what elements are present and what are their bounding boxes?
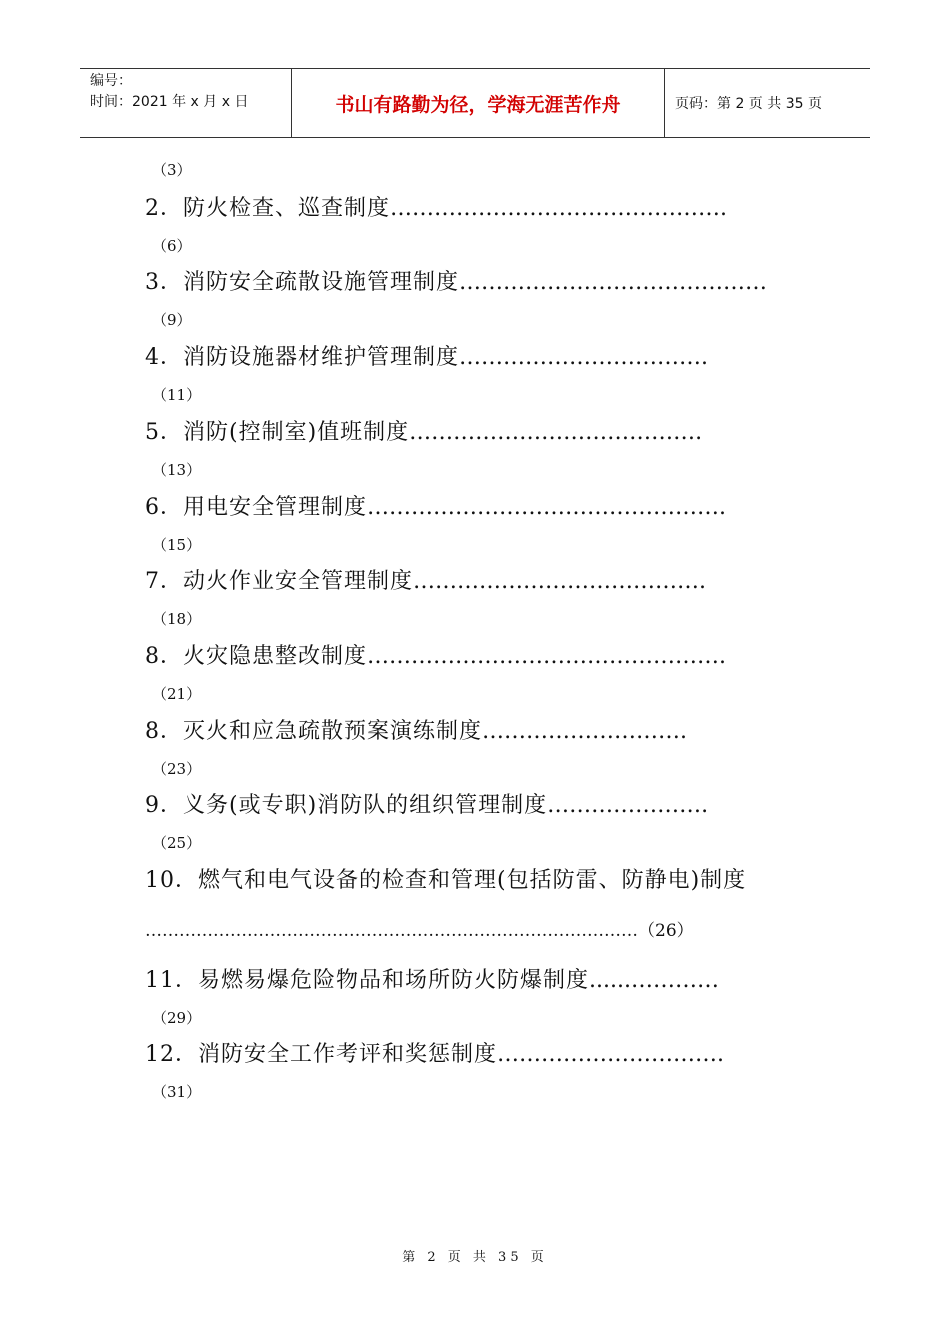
toc-page-number: （31） [152,1083,202,1101]
toc-page-number: （21） [152,685,202,703]
toc-entry-continuation: ……………………………………………………………………………（26） [145,921,694,941]
toc-page-number: （11） [152,386,202,404]
time-label: 时间：2021 年 x 月 x 日 [90,94,249,110]
toc-page-number: （23） [152,760,202,778]
header-page-info: 页码：第 2 页 共 35 页 [675,96,822,112]
toc-entry: 8．火灾隐患整改制度…………………………………………. [145,644,726,669]
toc-entry: 9．义务(或专职)消防队的组织管理制度…………………. [145,793,709,818]
toc-page-number: （29） [152,1009,202,1027]
toc-entry: 7．动火作业安全管理制度…………………………………. [145,569,706,594]
toc-entry: 2．防火检查、巡查制度………………………………………. [145,196,727,221]
header-motto: 书山有路勤为径，学海无涯苦作舟 [292,69,665,137]
toc-page-number: （3） [152,161,192,179]
toc-page-number: （25） [152,834,202,852]
header-meta-cell [80,69,292,137]
toc-entry: 5．消防(控制室)值班制度…………………………………. [145,420,703,445]
toc-entry: 6．用电安全管理制度…………………………………………. [145,495,726,520]
header-table [80,68,870,138]
toc-page-number: （18） [152,610,202,628]
toc-page-number: （6） [152,237,192,255]
toc-page-number: （15） [152,536,202,554]
toc-entry: 4．消防设施器材维护管理制度……………………………. [145,345,708,370]
toc-entry: 8．灭火和应急疏散预案演练制度………………………. [145,719,687,744]
toc-page-number: （9） [152,311,192,329]
toc-entry: 12．消防安全工作考评和奖惩制度…………………………. [145,1042,724,1067]
number-label: 编号： [90,73,132,89]
toc-entry: 10．燃气和电气设备的检查和管理(包括防雷、防静电)制度 [145,868,747,893]
page-footer: 第 2 页 共 35 页 [402,1250,548,1265]
toc-entry: 3．消防安全疏散设施管理制度…………………………………… [145,270,767,295]
toc-page-number: （13） [152,461,202,479]
toc-entry: 11．易燃易爆危险物品和场所防火防爆制度......………… [145,968,719,993]
